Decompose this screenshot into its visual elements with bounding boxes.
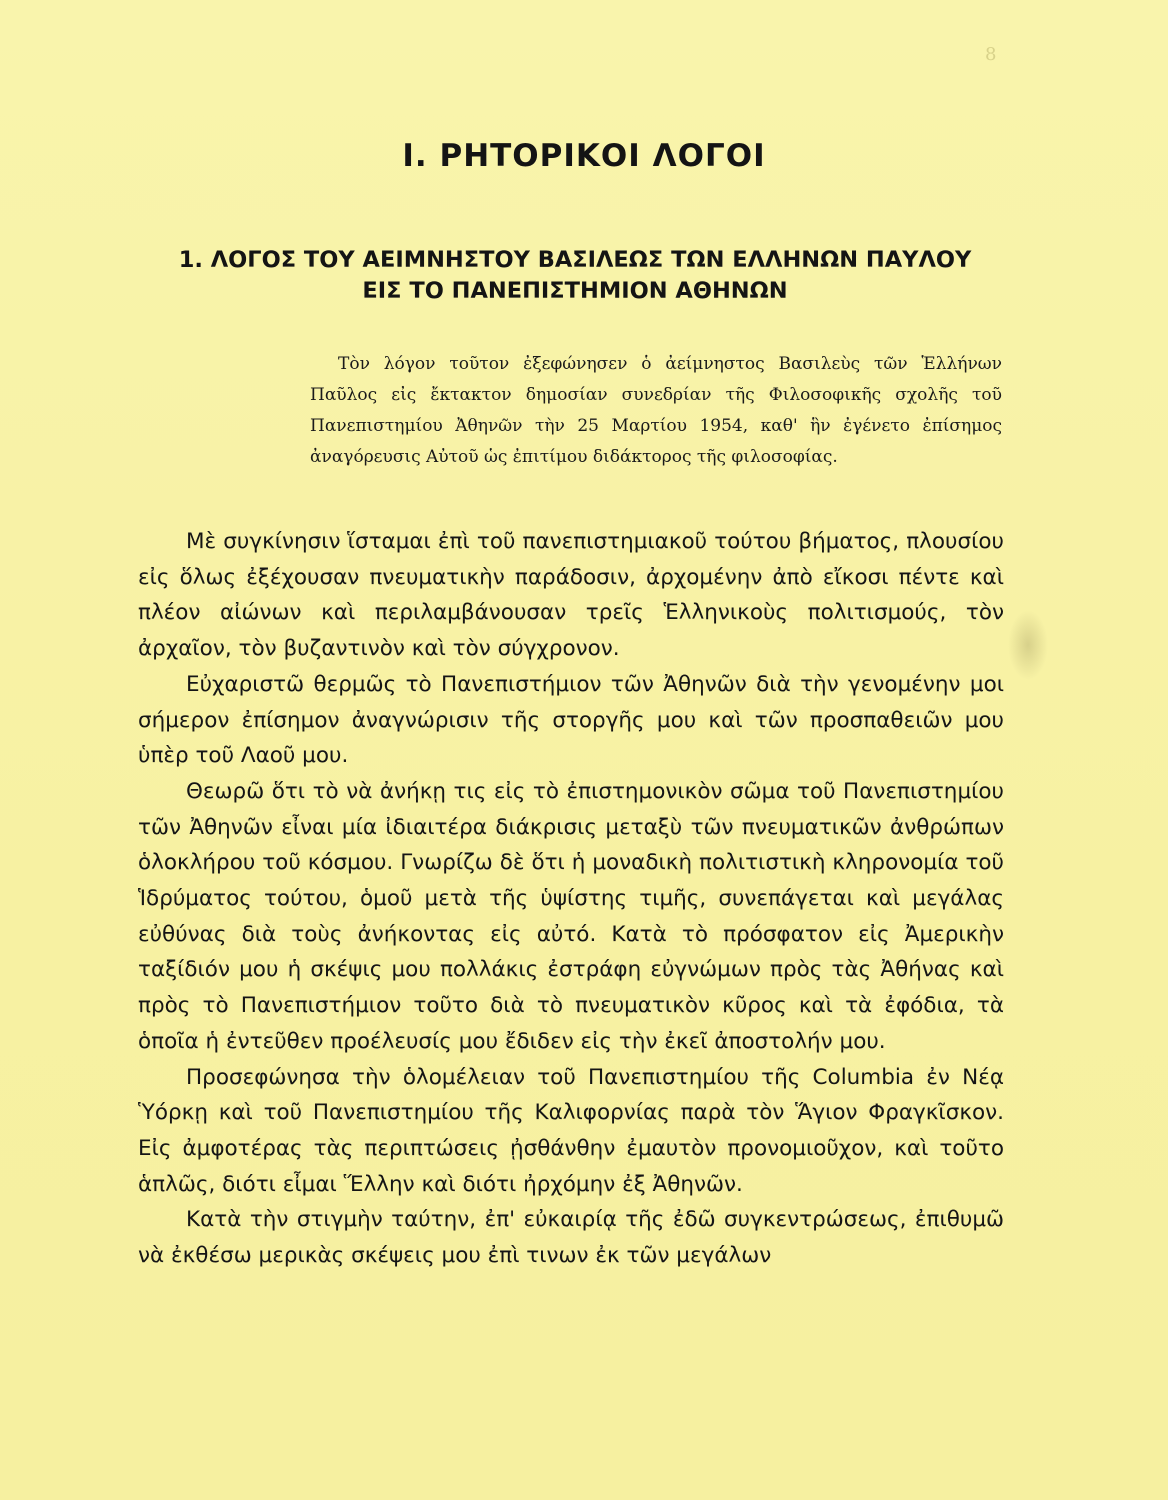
speech-body: [138, 524, 1004, 1274]
page-smudge: [1008, 610, 1048, 680]
section-title-line-2: ΕΙΣ ΤΟ ΠΑΝΕΠΙΣΤΗΜΙΟΝ ΑΘΗΝΩΝ: [362, 278, 788, 304]
intro-paragraph: Τὸν λόγον τοῦτον ἐξεφώνησεν ὁ ἀείμνηστος Βασιλεὺς τῶν Ἑλλήνων Παῦλος εἰς ἔκτακτον δημοσίαν συνεδρίαν τῆς Φιλοσοφικῆς σχολῆς τοῦ Πανεπιστημίου Ἀθηνῶν τὴν 25 Μαρτίου 1954, καθ' ἣν ἐγένετο ἐπίσημος ἀναγόρευσις Αὐτοῦ ὡς ἐπιτίμου διδάκτορος τῆς φιλοσοφίας.: [310, 354, 1002, 467]
body-paragraph-4: Προσεφώνησα τὴν ὁλομέλειαν τοῦ Πανεπιστημίου τῆς Columbia ἐν Νέᾳ Ὑόρκῃ καὶ τοῦ Πανεπιστημίου τῆς Καλιφορνίας παρὰ τὸν Ἅγιον Φραγκῖσκον. Εἰς ἀμφοτέρας τὰς περιπτώσεις ᾐσθάνθην ἐμαυτὸν προνομιοῦχον, καὶ τοῦτο ἁπλῶς, διότι εἶμαι Ἕλλην καὶ διότι ἠρχόμην ἐξ Ἀθηνῶν.: [138, 1064, 1004, 1197]
intro-note: [310, 349, 1002, 473]
chapter-title: Ι. ΡΗΤΟΡΙΚΟΙ ΛΟΓΟΙ: [402, 138, 766, 174]
body-paragraph-5: Κατὰ τὴν στιγμὴν ταύτην, ἐπ' εὐκαιρίᾳ τῆς ἐδῶ συγκεντρώσεως, ἐπιθυμῶ νὰ ἐκθέσω μερικὰς σκέψεις μου ἐπὶ τινων ἐκ τῶν μεγάλων: [138, 1207, 1004, 1269]
page-marker: 8: [985, 44, 997, 65]
body-paragraph-2: Εὐχαριστῶ θερμῶς τὸ Πανεπιστήμιον τῶν Ἀθηνῶν διὰ τὴν γενομένην μοι σήμερον ἐπίσημον ἀναγνώρισιν τῆς στοργῆς μου καὶ τῶν προσπαθειῶν μου ὑπὲρ τοῦ Λαοῦ μου.: [138, 671, 1004, 769]
body-paragraph-3: Θεωρῶ ὅτι τὸ νὰ ἀνήκῃ τις εἰς τὸ ἐπιστημονικὸν σῶμα τοῦ Πανεπιστημίου τῶν Ἀθηνῶν εἶναι μία ἰδιαιτέρα διάκρισις μεταξὺ τῶν πνευματικῶν ἀνθρώπων ὁλοκλήρου τοῦ κόσμου. Γνωρίζω δὲ ὅτι ἡ μοναδικὴ πολιτιστικὴ κληρονομία τοῦ Ἱδρύματος τούτου, ὁμοῦ μετὰ τῆς ὑψίστης τιμῆς, συνεπάγεται καὶ μεγάλας εὐθύνας διὰ τοὺς ἀνήκοντας εἰς αὐτό. Κατὰ τὸ πρόσφατον εἰς Ἀμερικὴν ταξίδιόν μου ἡ σκέψις μου πολλάκις ἐστράφη εὐγνώμων πρὸς τὰς Ἀθήνας καὶ πρὸς τὸ Πανεπιστήμιον τοῦτο διὰ τὸ πνευματικὸν κῦρος καὶ τὰ ἐφόδια, τὰ ὁποῖα ἡ ἐντεῦθεν προέλευσίς μου ἔδιδεν εἰς τὴν ἐκεῖ ἀποστολήν μου.: [138, 778, 1004, 1054]
section-title: [135, 245, 1015, 307]
body-paragraph-1: Μὲ συγκίνησιν ἵσταμαι ἐπὶ τοῦ πανεπιστημιακοῦ τούτου βήματος, πλουσίου εἰς ὅλως ἐξέχουσαν πνευματικὴν παράδοσιν, ἀρχομένην ἀπὸ εἴκοσι πέντε καὶ πλέον αἰώνων καὶ περιλαμβάνουσαν τρεῖς Ἑλληνικοὺς πολιτισμούς, τὸν ἀρχαῖον, τὸν βυζαντινὸν καὶ τὸν σύγχρονον.: [138, 529, 1004, 662]
section-title-line-1: 1. ΛΟΓΟΣ ΤΟΥ ΑΕΙΜΝΗΣΤΟΥ ΒΑΣΙΛΕΩΣ ΤΩΝ ΕΛΛΗΝΩΝ ΠΑΥΛΟΥ: [178, 247, 972, 273]
